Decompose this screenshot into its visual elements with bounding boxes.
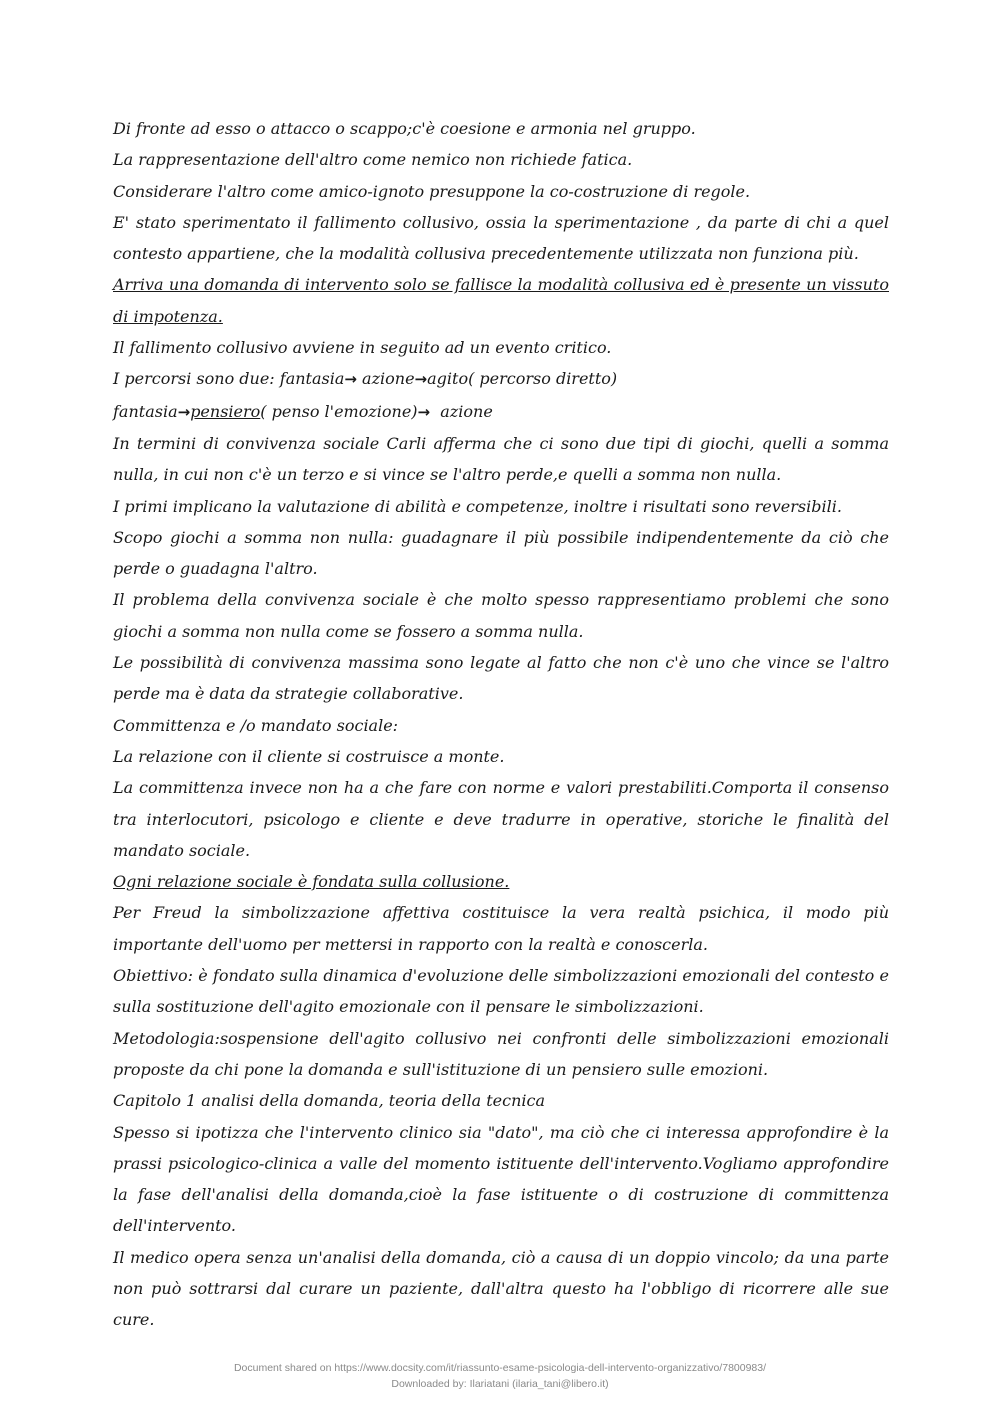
arrow-right-icon: → (414, 370, 428, 389)
paragraph: In termini di convivenza sociale Carli afferma che ci sono due tipi di giochi, quelli a somma nulla, in cui non c'è un terzo e si vince se l'altro perde,e quelli a somma non nulla. (113, 433, 889, 485)
paragraph: Scopo giochi a somma non nulla: guadagnare il più possibile indipendentemente da ciò che perde o guadagna l'altro. (113, 527, 889, 579)
paragraph: Committenza e /o mandato sociale: (113, 715, 399, 735)
paragraph: Spesso si ipotizza che l'intervento clinico sia "dato", ma ciò che ci interessa approfondire è la prassi psicologico-clinica a valle del momento istituente dell'intervento.Vogliamo approfondire la fase dell'analisi della domanda,cioè la fase istituente o di costruzione di committenza dell'intervento. (113, 1122, 889, 1236)
paragraph: Il problema della convivenza sociale è che molto spesso rappresentiamo problemi che sono giochi a somma non nulla come se fossero a somma nulla. (113, 590, 889, 641)
path-text: fantasia (113, 401, 178, 421)
paragraph: Metodologia:sospensione dell'agito collusivo nei confronti delle simbolizzazioni emozionali proposte da chi pone la domanda e sull'istituzione di un pensiero sulle emozioni. (113, 1028, 889, 1079)
footer-downloaded-by: Downloaded by: Ilariatani (ilaria_tani@libero.it) (391, 1378, 609, 1390)
footer-shared-link[interactable]: Document shared on https://www.docsity.com/it/riassunto-esame-psicologia-dell-intervento-organizzativo/7800983/ (233, 1362, 767, 1374)
chapter-heading: Capitolo 1 analisi della domanda, teoria della tecnica (113, 1091, 546, 1111)
paragraph: La committenza invece non ha a che fare con norme e valori prestabiliti.Comporta il consenso tra interlocutori, psicologo e cliente e deve tradurre in operative, storiche le finalità del mandato sociale. (113, 778, 889, 860)
underlined-word: pensiero (190, 401, 261, 421)
arrow-right-icon: → (417, 402, 431, 421)
paragraph: E' stato sperimentato il fallimento collusivo, ossia la sperimentazione , da parte di chi a quel contesto appartiene, che la modalità collusiva precedentemente utilizzata non funziona più. (113, 212, 889, 264)
underlined-line (113, 866, 889, 897)
path-line-direct (113, 363, 889, 395)
paragraph: Il medico opera senza un'analisi della domanda, ciò a causa di un doppio vincolo; da una parte non può sottrarsi dal curare un paziente, dall'altra questo ha l'obbligo di ricorrere alle sue cure. (113, 1247, 889, 1330)
underlined-sentence: Ogni relazione sociale è fondata sulla collusione. (113, 872, 510, 892)
arrow-right-icon: → (177, 402, 191, 421)
underlined-paragraph: Arriva una domanda di intervento solo se fallisce la modalità collusiva ed è presente un vissuto di impotenza. (113, 275, 889, 326)
paragraph: Per Freud la simbolizzazione affettiva costituisce la vera realtà psichica, il modo più importante dell'uomo per mettersi in rapporto con la realtà e conoscerla. (113, 903, 889, 954)
body-text (113, 113, 889, 1336)
paragraph: Obiettivo: è fondato sulla dinamica d'evoluzione delle simbolizzazioni emozionali del contesto e sulla sostituzione dell'agito emozionale con il pensare le simbolizzazioni. (113, 966, 889, 1017)
paragraph: Il fallimento collusivo avviene in seguito ad un evento critico. (113, 338, 612, 358)
path-line-thought (113, 396, 889, 428)
path-text: ( penso l'emozione) (260, 401, 418, 421)
paragraph: La rappresentazione dell'altro come nemico non richiede fatica. (113, 150, 633, 170)
paragraph: I primi implicano la valutazione di abilità e competenze, inoltre i risultati sono reversibili. (113, 496, 842, 516)
path-text: azione (356, 369, 415, 389)
path-text: I percorsi sono due: fantasia (113, 369, 345, 389)
paragraph: La relazione con il cliente si costruisce a monte. (113, 746, 505, 766)
path-text: agito( percorso diretto) (427, 369, 618, 389)
arrow-right-icon: → (344, 370, 357, 389)
paragraph: Di fronte ad esso o attacco o scappo;c'è coesione e armonia nel gruppo. (113, 119, 696, 138)
paragraph: Considerare l'altro come amico-ignoto presuppone la co-costruzione di regole. (113, 181, 751, 201)
path-text: azione (430, 401, 493, 421)
paragraph: Le possibilità di convivenza massima sono legate al fatto che non c'è uno che vince se l'altro perde ma è data da strategie collaborative. (113, 653, 889, 704)
